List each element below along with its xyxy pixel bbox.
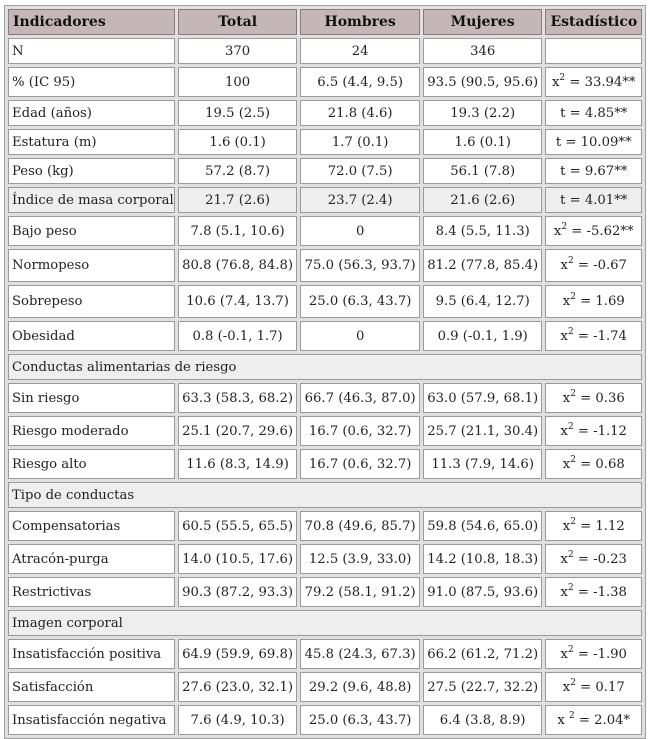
cell-total: 1.6 (0.1) bbox=[178, 129, 298, 155]
cell-mujeres: 6.4 (3.8, 8.9) bbox=[423, 705, 543, 735]
stat-symbol: x bbox=[551, 74, 560, 90]
row-label: Obesidad bbox=[8, 321, 175, 351]
cell-mujeres: 25.7 (21.1, 30.4) bbox=[423, 416, 543, 446]
stat-superscript: 2 bbox=[559, 72, 566, 83]
cell-hombres: 72.0 (7.5) bbox=[300, 158, 420, 184]
cell-total: 14.0 (10.5, 17.6) bbox=[178, 544, 298, 574]
cell-hombres: 45.8 (24.3, 67.3) bbox=[300, 639, 420, 669]
table-row bbox=[8, 249, 642, 282]
cell-mujeres: 346 bbox=[423, 38, 543, 64]
cell-estadistico bbox=[545, 285, 642, 318]
cell-hombres: 1.7 (0.1) bbox=[300, 129, 420, 155]
cell-hombres: 16.7 (0.6, 32.7) bbox=[300, 449, 420, 479]
table-body bbox=[8, 38, 642, 735]
row-label: Satisfacción bbox=[8, 672, 175, 702]
stat-superscript: 2 bbox=[570, 388, 576, 399]
stat-value: = 33.94** bbox=[565, 74, 636, 90]
stat-value: = -0.67 bbox=[573, 258, 627, 273]
section-row bbox=[8, 610, 642, 636]
cell-estadistico bbox=[545, 321, 642, 351]
cell-hombres: 75.0 (56.3, 93.7) bbox=[300, 249, 420, 282]
table-row bbox=[8, 544, 642, 574]
cell-total: 60.5 (55.5, 65.5) bbox=[178, 511, 298, 541]
section-label: Imagen corporal bbox=[8, 610, 642, 636]
table-row bbox=[8, 672, 642, 702]
cell-mujeres: 93.5 (90.5, 95.6) bbox=[423, 67, 543, 97]
cell-estadistico bbox=[545, 416, 642, 446]
table-row bbox=[8, 321, 642, 351]
table-row bbox=[8, 67, 642, 97]
stat-value: = -1.74 bbox=[573, 328, 627, 344]
cell-hombres: 6.5 (4.4, 9.5) bbox=[300, 67, 420, 97]
cell-estadistico: t = 9.67** bbox=[545, 158, 642, 184]
section-label: Tipo de conductas bbox=[8, 482, 642, 508]
section-row bbox=[8, 354, 642, 380]
stat-superscript: 2 bbox=[567, 256, 574, 266]
stat-symbol: x bbox=[560, 646, 568, 662]
header-indicadores: Indicadores bbox=[8, 9, 175, 35]
cell-total: 64.9 (59.9, 69.8) bbox=[178, 639, 298, 669]
cell-mujeres: 8.4 (5.5, 11.3) bbox=[423, 216, 543, 246]
stat-superscript: 2 bbox=[570, 677, 576, 688]
cell-mujeres: 63.0 (57.9, 68.1) bbox=[423, 383, 543, 413]
table-row bbox=[8, 416, 642, 446]
cell-mujeres: 19.3 (2.2) bbox=[423, 100, 543, 126]
cell-estadistico bbox=[545, 511, 642, 541]
cell-total: 57.2 (8.7) bbox=[178, 158, 298, 184]
stat-value: = 1.69 bbox=[575, 294, 625, 309]
cell-hombres: 25.0 (6.3, 43.7) bbox=[300, 705, 420, 735]
row-label: Edad (años) bbox=[8, 100, 175, 126]
header-row bbox=[8, 9, 642, 35]
cell-hombres: 12.5 (3.9, 33.0) bbox=[300, 544, 420, 574]
cell-hombres: 29.2 (9.6, 48.8) bbox=[300, 672, 420, 702]
cell-total: 80.8 (76.8, 84.8) bbox=[178, 249, 298, 282]
cell-total: 0.8 (-0.1, 1.7) bbox=[178, 321, 298, 351]
cell-hombres: 23.7 (2.4) bbox=[300, 187, 420, 213]
stat-symbol: x bbox=[562, 456, 571, 472]
row-label: Índice de masa corporal bbox=[8, 187, 175, 213]
cell-hombres: 25.0 (6.3, 43.7) bbox=[300, 285, 420, 318]
cell-mujeres: 0.9 (-0.1, 1.9) bbox=[423, 321, 543, 351]
table-row bbox=[8, 449, 642, 479]
row-label: Insatisfacción negativa bbox=[8, 705, 175, 735]
cell-hombres: 66.7 (46.3, 87.0) bbox=[300, 383, 420, 413]
cell-mujeres: 9.5 (6.4, 12.7) bbox=[423, 285, 543, 318]
stat-superscript: 2 bbox=[567, 549, 574, 560]
cell-hombres: 21.8 (4.6) bbox=[300, 100, 420, 126]
table-row bbox=[8, 158, 642, 184]
table-row bbox=[8, 100, 642, 126]
stat-value: = 0.36 bbox=[575, 390, 625, 406]
cell-mujeres: 27.5 (22.7, 32.2) bbox=[423, 672, 543, 702]
stat-superscript: 2 bbox=[567, 644, 574, 655]
row-label: N bbox=[8, 38, 175, 64]
table-row bbox=[8, 639, 642, 669]
cell-total: 63.3 (58.3, 68.2) bbox=[178, 383, 298, 413]
row-label: % (IC 95) bbox=[8, 67, 175, 97]
stat-symbol: x bbox=[560, 258, 568, 273]
section-label: Conductas alimentarias de riesgo bbox=[8, 354, 642, 380]
cell-total: 90.3 (87.2, 93.3) bbox=[178, 577, 298, 607]
row-label: Normopeso bbox=[8, 249, 175, 282]
cell-hombres: 16.7 (0.6, 32.7) bbox=[300, 416, 420, 446]
cell-estadistico bbox=[545, 67, 642, 97]
cell-estadistico bbox=[545, 449, 642, 479]
stat-symbol: x bbox=[557, 712, 569, 728]
cell-estadistico bbox=[545, 249, 642, 282]
row-label: Insatisfacción positiva bbox=[8, 639, 175, 669]
stat-symbol: x bbox=[553, 223, 562, 239]
stat-value: = 0.17 bbox=[575, 679, 625, 695]
stat-value: = 2.04* bbox=[574, 712, 631, 728]
table-row bbox=[8, 129, 642, 155]
row-label: Atracón-purga bbox=[8, 544, 175, 574]
cell-estadistico bbox=[545, 383, 642, 413]
row-label: Restrictivas bbox=[8, 577, 175, 607]
header-mujeres: Mujeres bbox=[423, 9, 543, 35]
stat-value: = -1.12 bbox=[573, 423, 627, 439]
stat-value: = 0.68 bbox=[575, 456, 625, 472]
cell-estadistico: t = 4.01** bbox=[545, 187, 642, 213]
stat-symbol: x bbox=[562, 390, 571, 406]
cell-estadistico bbox=[545, 544, 642, 574]
stat-value: = 1.12 bbox=[575, 518, 625, 534]
cell-estadistico: t = 10.09** bbox=[545, 129, 642, 155]
stat-superscript: 2 bbox=[570, 292, 576, 302]
cell-estadistico bbox=[545, 705, 642, 735]
cell-estadistico: t = 4.85** bbox=[545, 100, 642, 126]
header-hombres: Hombres bbox=[300, 9, 420, 35]
cell-hombres: 0 bbox=[300, 321, 420, 351]
stat-superscript: 2 bbox=[561, 221, 568, 232]
stat-symbol: x bbox=[560, 551, 568, 567]
stat-symbol: x bbox=[562, 518, 571, 534]
cell-hombres: 0 bbox=[300, 216, 420, 246]
cell-mujeres: 21.6 (2.6) bbox=[423, 187, 543, 213]
cell-estadistico bbox=[545, 38, 642, 64]
cell-total: 11.6 (8.3, 14.9) bbox=[178, 449, 298, 479]
cell-mujeres: 81.2 (77.8, 85.4) bbox=[423, 249, 543, 282]
table-row bbox=[8, 705, 642, 735]
table-row bbox=[8, 511, 642, 541]
stat-superscript: 2 bbox=[567, 326, 574, 337]
cell-total: 27.6 (23.0, 32.1) bbox=[178, 672, 298, 702]
results-table bbox=[4, 5, 646, 739]
stat-superscript: 2 bbox=[567, 582, 574, 593]
row-label: Sin riesgo bbox=[8, 383, 175, 413]
stat-superscript: 2 bbox=[567, 421, 574, 432]
stat-symbol: x bbox=[560, 423, 568, 439]
stat-superscript: 2 bbox=[569, 710, 575, 721]
cell-estadistico bbox=[545, 216, 642, 246]
cell-estadistico bbox=[545, 672, 642, 702]
row-label: Riesgo alto bbox=[8, 449, 175, 479]
cell-hombres: 70.8 (49.6, 85.7) bbox=[300, 511, 420, 541]
cell-mujeres: 1.6 (0.1) bbox=[423, 129, 543, 155]
stat-symbol: x bbox=[560, 584, 568, 600]
cell-hombres: 79.2 (58.1, 91.2) bbox=[300, 577, 420, 607]
cell-total: 7.6 (4.9, 10.3) bbox=[178, 705, 298, 735]
stat-symbol: x bbox=[560, 328, 568, 344]
row-label: Sobrepeso bbox=[8, 285, 175, 318]
table-row bbox=[8, 577, 642, 607]
table-row bbox=[8, 216, 642, 246]
section-row bbox=[8, 482, 642, 508]
cell-hombres: 24 bbox=[300, 38, 420, 64]
stat-value: = -1.90 bbox=[573, 646, 627, 662]
stat-value: = -1.38 bbox=[573, 584, 627, 600]
cell-total: 21.7 (2.6) bbox=[178, 187, 298, 213]
row-label: Estatura (m) bbox=[8, 129, 175, 155]
cell-mujeres: 91.0 (87.5, 93.6) bbox=[423, 577, 543, 607]
cell-total: 25.1 (20.7, 29.6) bbox=[178, 416, 298, 446]
table-row bbox=[8, 383, 642, 413]
cell-total: 370 bbox=[178, 38, 298, 64]
table-row bbox=[8, 285, 642, 318]
stat-superscript: 2 bbox=[570, 516, 576, 527]
cell-estadistico bbox=[545, 639, 642, 669]
stat-symbol: x bbox=[562, 294, 571, 309]
cell-total: 10.6 (7.4, 13.7) bbox=[178, 285, 298, 318]
row-label: Bajo peso bbox=[8, 216, 175, 246]
row-label: Riesgo moderado bbox=[8, 416, 175, 446]
cell-total: 100 bbox=[178, 67, 298, 97]
stat-value: = -0.23 bbox=[573, 551, 627, 567]
header-total: Total bbox=[178, 9, 298, 35]
cell-mujeres: 56.1 (7.8) bbox=[423, 158, 543, 184]
row-label: Compensatorias bbox=[8, 511, 175, 541]
cell-total: 7.8 (5.1, 10.6) bbox=[178, 216, 298, 246]
row-label: Peso (kg) bbox=[8, 158, 175, 184]
stat-value: = -5.62** bbox=[567, 223, 634, 239]
cell-mujeres: 14.2 (10.8, 18.3) bbox=[423, 544, 543, 574]
table-row bbox=[8, 187, 642, 213]
stat-symbol: x bbox=[562, 679, 571, 695]
header-estadistico: Estadístico bbox=[545, 9, 642, 35]
cell-estadistico bbox=[545, 577, 642, 607]
cell-mujeres: 11.3 (7.9, 14.6) bbox=[423, 449, 543, 479]
cell-mujeres: 59.8 (54.6, 65.0) bbox=[423, 511, 543, 541]
cell-total: 19.5 (2.5) bbox=[178, 100, 298, 126]
stat-superscript: 2 bbox=[570, 454, 576, 465]
cell-mujeres: 66.2 (61.2, 71.2) bbox=[423, 639, 543, 669]
table-row bbox=[8, 38, 642, 64]
